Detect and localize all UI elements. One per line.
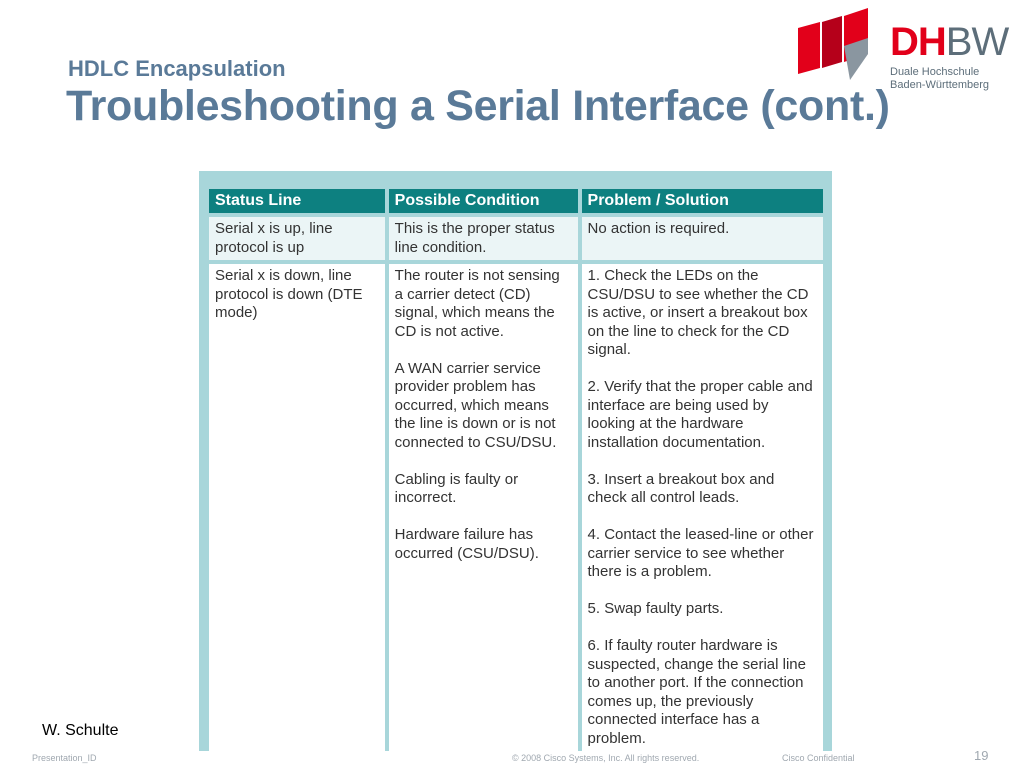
solution-text: 2. Verify that the proper cable and interface are being used by looking at the hardware installation documentation.: [587, 378, 813, 451]
page-number: 19: [974, 748, 989, 763]
condition-text: Cabling is faulty or incorrect.: [394, 470, 519, 506]
logo-line2: Baden-Württemberg: [890, 79, 990, 91]
table-row: [209, 217, 823, 260]
table-header-row: [209, 189, 823, 213]
solution-cell: [582, 217, 823, 260]
author-name: W. Schulte: [42, 722, 119, 739]
solution-text: 1. Check the LEDs on the CSU/DSU to see whether the CD is active, or insert a breakout box on the line to check for the CD signal.: [587, 267, 809, 358]
footer-copyright: © 2008 Cisco Systems, Inc. All rights reserved.: [512, 753, 700, 763]
troubleshooting-table-image: [199, 171, 832, 751]
condition-cell: [389, 264, 578, 751]
logo-subtitle: [890, 66, 989, 92]
header-possible-condition: Possible Condition: [389, 189, 578, 213]
condition-text: The router is not sensing a carrier detect (CD) signal, which means the CD is not active.: [394, 267, 560, 340]
logo-bw-text: BW: [945, 20, 1009, 64]
condition-cell: [389, 217, 578, 260]
solution-text: 4. Contact the leased-line or other carrier service to see whether there is a problem.: [587, 526, 814, 580]
status-cell: Serial x is down, line protocol is down (DTE mode): [209, 264, 385, 751]
dhbw-logo: [798, 6, 1018, 98]
page-title: Troubleshooting a Serial Interface (cont.): [66, 82, 890, 130]
header-status-line: Status Line: [209, 189, 385, 213]
troubleshooting-table: [205, 185, 827, 751]
logo-dh-text: DH: [890, 20, 946, 64]
table-row: [209, 264, 823, 751]
dhbw-logo-mark-icon: [798, 6, 888, 86]
solution-text: 6. If faulty router hardware is suspected, change the serial line to another port. If the connection comes up, the previously connected interface has a problem.: [587, 637, 806, 747]
condition-text: Hardware failure has occurred (CSU/DSU).: [394, 526, 539, 562]
solution-text: No action is required.: [587, 220, 730, 237]
footer-confidential: Cisco Confidential: [782, 753, 855, 763]
solution-cell: [582, 264, 823, 751]
solution-text: 5. Swap faulty parts.: [587, 600, 724, 617]
status-cell: Serial x is up, line protocol is up: [209, 217, 385, 260]
page-subtitle: HDLC Encapsulation: [68, 56, 286, 81]
solution-text: 3. Insert a breakout box and check all control leads.: [587, 470, 775, 506]
header-problem-solution: Problem / Solution: [582, 189, 823, 213]
footer-presentation-id: Presentation_ID: [32, 753, 97, 763]
logo-wordmark: [890, 20, 1008, 65]
condition-text: A WAN carrier service provider problem has occurred, which means the line is down or is not connected to CSU/DSU.: [394, 359, 557, 451]
logo-line1: Duale Hochschule: [890, 66, 980, 78]
condition-text: This is the proper status line condition.: [394, 220, 555, 256]
